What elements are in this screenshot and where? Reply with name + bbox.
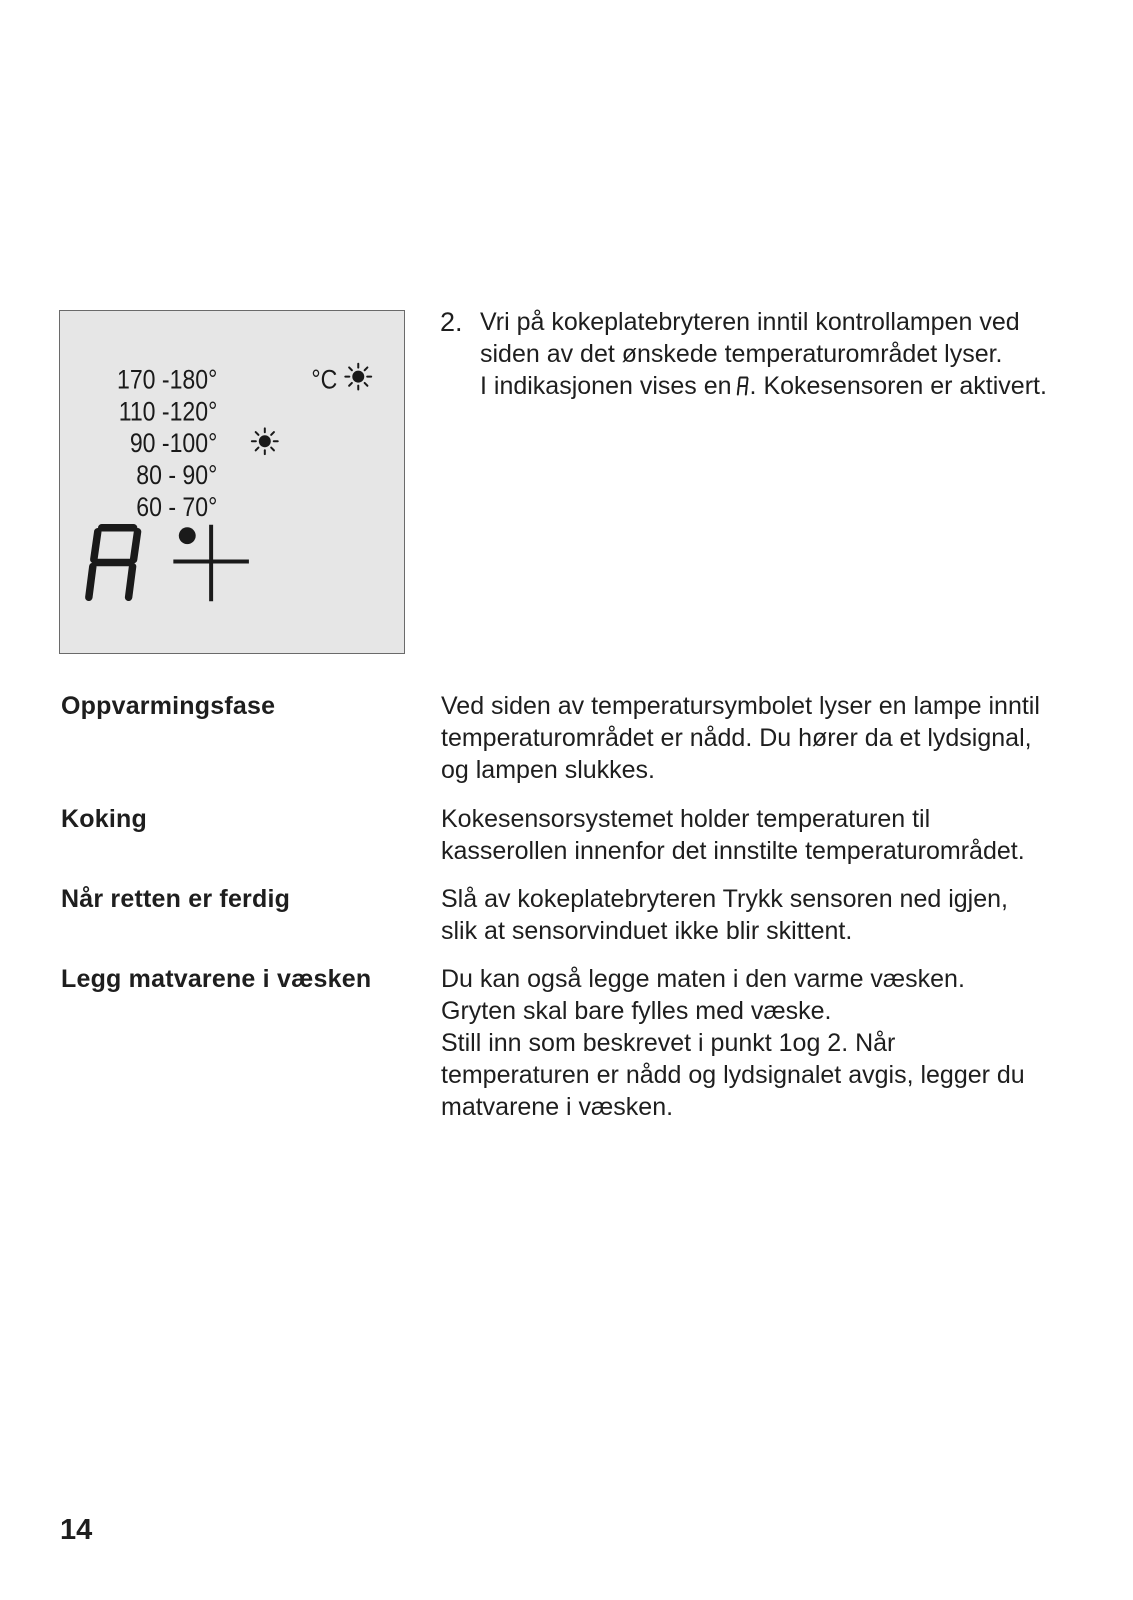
sun-lamp-icon xyxy=(252,428,278,454)
text-line: Kokesensorsystemet holder temperaturen til xyxy=(441,805,931,833)
step-line-start: I indikasjonen vises en xyxy=(480,372,732,400)
text-line: temperaturen er nådd og lydsignalet avgis, legger du xyxy=(441,1061,1025,1089)
page-number: 14 xyxy=(60,1514,93,1546)
text-line: Gryten skal bare fylles med væske. xyxy=(441,997,832,1025)
step-line: siden av det ønskede temperaturområdet lyser. xyxy=(480,340,1003,368)
text-line: Ved siden av temperatursymbolet lyser en lampe inntil xyxy=(441,692,1040,720)
text-line: Du kan også legge maten i den varme væsken. xyxy=(441,965,965,993)
control-display-illustration xyxy=(59,310,405,654)
range-60-70: 60 - 70° xyxy=(136,492,218,523)
section-label: Oppvarmingsfase xyxy=(61,692,276,720)
section-text xyxy=(441,883,1101,947)
sun-lamp-icon xyxy=(345,364,371,390)
step-2-instruction xyxy=(440,306,1080,402)
step-number: 2. xyxy=(440,307,463,337)
segment-a-icon xyxy=(736,376,749,396)
section-label: Når retten er ferdig xyxy=(61,885,291,913)
segment-a-indicator xyxy=(89,528,138,598)
range-90-100: 90 -100° xyxy=(129,428,218,459)
section-label: Legg matvarene i væsken xyxy=(61,965,372,993)
pot-sensor-icon xyxy=(173,525,249,602)
step-text xyxy=(480,306,1080,402)
text-line: kasserollen innenfor det innstilte temperaturområdet. xyxy=(441,837,1025,865)
range-110-120: 110 -120° xyxy=(118,396,218,427)
section-text xyxy=(441,963,1101,1123)
text-line: slik at sensorvinduet ikke blir skittent. xyxy=(441,917,853,945)
text-line: og lampen slukkes. xyxy=(441,756,656,784)
section-text xyxy=(441,803,1101,867)
display-svg xyxy=(60,311,404,653)
text-line: temperaturområdet er nådd. Du hører da et lydsignal, xyxy=(441,724,1032,752)
celsius-unit: °C xyxy=(311,364,338,395)
text-line: matvarene i væsken. xyxy=(441,1093,674,1121)
range-170-180: 170 -180° xyxy=(117,364,218,395)
step-line-end: . Kokesensoren er aktivert. xyxy=(749,372,1047,400)
text-line: Slå av kokeplatebryteren Trykk sensoren ned igjen, xyxy=(441,885,1008,913)
step-line-with-symbol xyxy=(480,370,1080,402)
range-80-90: 80 - 90° xyxy=(136,460,218,491)
text-line: Still inn som beskrevet i punkt 1og 2. Når xyxy=(441,1029,896,1057)
step-line: Vri på kokeplatebryteren inntil kontrollampen ved xyxy=(480,308,1020,336)
section-text xyxy=(441,690,1101,786)
section-label: Koking xyxy=(61,805,147,833)
